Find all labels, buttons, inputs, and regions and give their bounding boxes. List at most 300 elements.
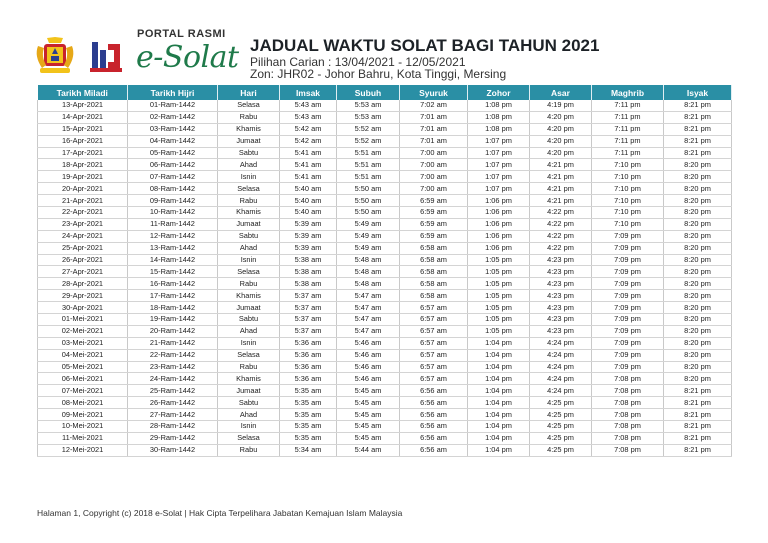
- table-cell: 7:01 am: [400, 123, 468, 135]
- table-cell: 8:20 pm: [664, 230, 732, 242]
- table-cell: 1:04 pm: [468, 444, 530, 456]
- table-row: [38, 254, 732, 266]
- table-cell: 6:56 am: [400, 409, 468, 421]
- table-cell: Ahad: [218, 159, 280, 171]
- table-cell: Isnin: [218, 337, 280, 349]
- column-header: Tarikh Miladi: [38, 85, 128, 100]
- table-cell: 07-Mei-2021: [38, 385, 128, 397]
- table-row: [38, 242, 732, 254]
- table-cell: 30-Ram-1442: [128, 444, 218, 456]
- table-cell: 4:20 pm: [530, 123, 592, 135]
- table-cell: 19-Apr-2021: [38, 171, 128, 183]
- portal-label: PORTAL RASMI: [137, 28, 226, 40]
- table-cell: 14-Apr-2021: [38, 111, 128, 123]
- table-cell: 7:09 pm: [592, 325, 664, 337]
- table-cell: 6:57 am: [400, 349, 468, 361]
- table-cell: 10-Mei-2021: [38, 421, 128, 433]
- table-cell: 6:58 am: [400, 278, 468, 290]
- table-header-row: [38, 85, 732, 100]
- table-cell: 4:23 pm: [530, 314, 592, 326]
- table-cell: 15-Ram-1442: [128, 266, 218, 278]
- table-cell: 4:24 pm: [530, 385, 592, 397]
- table-cell: 14-Ram-1442: [128, 254, 218, 266]
- table-cell: 8:21 pm: [664, 409, 732, 421]
- table-cell: 07-Ram-1442: [128, 171, 218, 183]
- table-cell: 4:23 pm: [530, 302, 592, 314]
- table-cell: 7:08 pm: [592, 444, 664, 456]
- table-cell: 1:07 pm: [468, 183, 530, 195]
- table-cell: 8:21 pm: [664, 100, 732, 111]
- table-cell: 8:21 pm: [664, 147, 732, 159]
- table-cell: 4:23 pm: [530, 290, 592, 302]
- table-cell: 6:57 am: [400, 337, 468, 349]
- table-cell: 5:37 am: [280, 325, 337, 337]
- table-cell: 5:35 am: [280, 421, 337, 433]
- table-cell: 01-Ram-1442: [128, 100, 218, 111]
- table-cell: Jumaat: [218, 302, 280, 314]
- table-cell: 7:10 pm: [592, 159, 664, 171]
- table-cell: 8:20 pm: [664, 361, 732, 373]
- table-cell: 5:35 am: [280, 409, 337, 421]
- table-cell: 7:10 pm: [592, 195, 664, 207]
- table-cell: 4:22 pm: [530, 207, 592, 219]
- table-cell: 28-Apr-2021: [38, 278, 128, 290]
- table-cell: Selasa: [218, 432, 280, 444]
- table-cell: 5:42 am: [280, 123, 337, 135]
- table-row: [38, 444, 732, 456]
- table-cell: 6:59 am: [400, 207, 468, 219]
- table-cell: 8:20 pm: [664, 278, 732, 290]
- table-cell: 4:20 pm: [530, 135, 592, 147]
- coat-of-arms-icon: [30, 36, 80, 78]
- table-cell: 4:24 pm: [530, 361, 592, 373]
- table-cell: 5:53 am: [337, 111, 400, 123]
- table-cell: 1:08 pm: [468, 111, 530, 123]
- table-cell: 6:57 am: [400, 373, 468, 385]
- table-cell: 22-Ram-1442: [128, 349, 218, 361]
- table-cell: 24-Ram-1442: [128, 373, 218, 385]
- table-cell: 7:11 pm: [592, 123, 664, 135]
- table-cell: Ahad: [218, 409, 280, 421]
- table-cell: 1:08 pm: [468, 100, 530, 111]
- table-cell: 6:56 am: [400, 444, 468, 456]
- table-cell: 4:22 pm: [530, 230, 592, 242]
- table-cell: 8:21 pm: [664, 135, 732, 147]
- table-cell: 29-Apr-2021: [38, 290, 128, 302]
- table-cell: 5:52 am: [337, 135, 400, 147]
- page-title: JADUAL WAKTU SOLAT BAGI TAHUN 2021: [250, 36, 600, 55]
- table-cell: 5:46 am: [337, 373, 400, 385]
- table-cell: 6:56 am: [400, 385, 468, 397]
- table-cell: Jumaat: [218, 385, 280, 397]
- table-cell: 8:20 pm: [664, 290, 732, 302]
- table-cell: 5:37 am: [280, 314, 337, 326]
- table-cell: 8:20 pm: [664, 349, 732, 361]
- table-cell: 6:57 am: [400, 302, 468, 314]
- table-cell: 27-Apr-2021: [38, 266, 128, 278]
- table-cell: 5:36 am: [280, 349, 337, 361]
- table-cell: 05-Ram-1442: [128, 147, 218, 159]
- table-cell: 4:24 pm: [530, 373, 592, 385]
- table-cell: 15-Apr-2021: [38, 123, 128, 135]
- table-cell: 8:20 pm: [664, 207, 732, 219]
- table-cell: 5:38 am: [280, 278, 337, 290]
- table-cell: 1:04 pm: [468, 397, 530, 409]
- table-cell: 7:11 pm: [592, 135, 664, 147]
- table-cell: 7:11 pm: [592, 111, 664, 123]
- table-cell: 10-Ram-1442: [128, 207, 218, 219]
- table-row: [38, 314, 732, 326]
- table-cell: 5:44 am: [337, 444, 400, 456]
- column-header: Subuh: [337, 85, 400, 100]
- table-cell: 5:45 am: [337, 432, 400, 444]
- table-cell: 06-Ram-1442: [128, 159, 218, 171]
- table-row: [38, 432, 732, 444]
- table-cell: 7:09 pm: [592, 302, 664, 314]
- table-cell: 04-Ram-1442: [128, 135, 218, 147]
- table-cell: 8:20 pm: [664, 373, 732, 385]
- table-cell: 4:21 pm: [530, 159, 592, 171]
- table-cell: 8:20 pm: [664, 218, 732, 230]
- table-cell: 4:23 pm: [530, 266, 592, 278]
- table-cell: 5:48 am: [337, 266, 400, 278]
- table-cell: 5:47 am: [337, 302, 400, 314]
- table-cell: 7:10 pm: [592, 183, 664, 195]
- table-cell: 1:06 pm: [468, 207, 530, 219]
- table-cell: 20-Apr-2021: [38, 183, 128, 195]
- table-cell: 23-Apr-2021: [38, 218, 128, 230]
- search-range: Pilihan Carian : 13/04/2021 - 12/05/2021: [250, 55, 466, 69]
- table-cell: 8:20 pm: [664, 337, 732, 349]
- table-cell: 4:24 pm: [530, 349, 592, 361]
- table-cell: 4:21 pm: [530, 171, 592, 183]
- table-cell: 21-Ram-1442: [128, 337, 218, 349]
- table-cell: 5:50 am: [337, 183, 400, 195]
- table-cell: 08-Mei-2021: [38, 397, 128, 409]
- table-cell: 1:07 pm: [468, 135, 530, 147]
- table-cell: 8:20 pm: [664, 171, 732, 183]
- table-cell: 6:58 am: [400, 266, 468, 278]
- table-cell: Rabu: [218, 444, 280, 456]
- table-cell: 8:20 pm: [664, 183, 732, 195]
- table-cell: 1:04 pm: [468, 409, 530, 421]
- table-cell: Rabu: [218, 361, 280, 373]
- column-header: Zohor: [468, 85, 530, 100]
- table-cell: 7:09 pm: [592, 230, 664, 242]
- footer-text: Halaman 1, Copyright (c) 2018 e-Solat | Hak Cipta Terpelihara Jabatan Kemajuan Islam Malaysia: [37, 508, 403, 518]
- table-cell: 1:05 pm: [468, 314, 530, 326]
- table-cell: 01-Mei-2021: [38, 314, 128, 326]
- table-row: [38, 337, 732, 349]
- table-cell: 7:09 pm: [592, 266, 664, 278]
- table-cell: 1:05 pm: [468, 302, 530, 314]
- column-header: Syuruk: [400, 85, 468, 100]
- table-row: [38, 230, 732, 242]
- table-cell: 4:25 pm: [530, 432, 592, 444]
- table-cell: 19-Ram-1442: [128, 314, 218, 326]
- table-cell: 5:45 am: [337, 385, 400, 397]
- table-cell: 8:20 pm: [664, 254, 732, 266]
- table-cell: 23-Ram-1442: [128, 361, 218, 373]
- table-cell: 7:09 pm: [592, 278, 664, 290]
- table-row: [38, 218, 732, 230]
- table-cell: 1:05 pm: [468, 278, 530, 290]
- table-cell: 21-Apr-2021: [38, 195, 128, 207]
- table-cell: 17-Ram-1442: [128, 290, 218, 302]
- table-cell: 1:04 pm: [468, 373, 530, 385]
- table-cell: 5:52 am: [337, 123, 400, 135]
- table-cell: 12-Ram-1442: [128, 230, 218, 242]
- table-cell: 5:51 am: [337, 147, 400, 159]
- table-cell: 1:08 pm: [468, 123, 530, 135]
- table-cell: 5:45 am: [337, 409, 400, 421]
- table-cell: 5:43 am: [280, 100, 337, 111]
- table-cell: 4:19 pm: [530, 100, 592, 111]
- table-cell: 7:02 am: [400, 100, 468, 111]
- table-cell: 8:20 pm: [664, 325, 732, 337]
- table-cell: 7:09 pm: [592, 242, 664, 254]
- table-cell: 1:04 pm: [468, 432, 530, 444]
- table-cell: Selasa: [218, 349, 280, 361]
- table-cell: 4:24 pm: [530, 337, 592, 349]
- table-cell: 5:51 am: [337, 171, 400, 183]
- table-cell: 29-Ram-1442: [128, 432, 218, 444]
- table-row: [38, 385, 732, 397]
- table-cell: 1:04 pm: [468, 421, 530, 433]
- table-cell: 5:37 am: [280, 290, 337, 302]
- table-cell: 4:25 pm: [530, 397, 592, 409]
- table-cell: 6:59 am: [400, 195, 468, 207]
- table-cell: 18-Ram-1442: [128, 302, 218, 314]
- table-cell: 6:57 am: [400, 361, 468, 373]
- table-cell: 7:09 pm: [592, 349, 664, 361]
- table-cell: 5:47 am: [337, 325, 400, 337]
- table-cell: Sabtu: [218, 147, 280, 159]
- table-cell: 5:41 am: [280, 147, 337, 159]
- table-cell: 8:20 pm: [664, 195, 732, 207]
- column-header: Tarikh Hijri: [128, 85, 218, 100]
- table-row: [38, 159, 732, 171]
- table-cell: 20-Ram-1442: [128, 325, 218, 337]
- report-header: [0, 0, 768, 84]
- table-cell: 4:21 pm: [530, 183, 592, 195]
- table-cell: 04-Mei-2021: [38, 349, 128, 361]
- table-cell: 4:23 pm: [530, 325, 592, 337]
- table-cell: 8:20 pm: [664, 266, 732, 278]
- table-cell: 5:35 am: [280, 397, 337, 409]
- table-cell: 5:45 am: [337, 421, 400, 433]
- table-cell: 5:36 am: [280, 337, 337, 349]
- table-cell: 5:42 am: [280, 135, 337, 147]
- table-cell: 02-Ram-1442: [128, 111, 218, 123]
- table-cell: 5:49 am: [337, 230, 400, 242]
- table-cell: 5:50 am: [337, 207, 400, 219]
- table-cell: 5:37 am: [280, 302, 337, 314]
- table-cell: 24-Apr-2021: [38, 230, 128, 242]
- table-cell: 4:23 pm: [530, 254, 592, 266]
- table-cell: 7:00 am: [400, 147, 468, 159]
- table-cell: 6:56 am: [400, 421, 468, 433]
- table-cell: 5:46 am: [337, 349, 400, 361]
- table-cell: 03-Mei-2021: [38, 337, 128, 349]
- table-cell: 7:09 pm: [592, 337, 664, 349]
- table-cell: Isnin: [218, 421, 280, 433]
- table-row: [38, 397, 732, 409]
- table-cell: Rabu: [218, 278, 280, 290]
- table-cell: 08-Ram-1442: [128, 183, 218, 195]
- table-cell: 30-Apr-2021: [38, 302, 128, 314]
- table-cell: 5:40 am: [280, 195, 337, 207]
- table-cell: 7:09 pm: [592, 361, 664, 373]
- table-cell: 7:08 pm: [592, 432, 664, 444]
- table-cell: 8:21 pm: [664, 385, 732, 397]
- table-cell: 1:04 pm: [468, 337, 530, 349]
- table-cell: 8:21 pm: [664, 123, 732, 135]
- table-cell: 22-Apr-2021: [38, 207, 128, 219]
- table-row: [38, 266, 732, 278]
- table-cell: 09-Ram-1442: [128, 195, 218, 207]
- table-row: [38, 100, 732, 111]
- table-cell: 4:25 pm: [530, 409, 592, 421]
- esolat-logo-text: e-Solat: [136, 40, 239, 75]
- table-cell: 02-Mei-2021: [38, 325, 128, 337]
- table-cell: 8:21 pm: [664, 111, 732, 123]
- table-cell: Ahad: [218, 242, 280, 254]
- table-cell: 8:20 pm: [664, 314, 732, 326]
- table-cell: 4:22 pm: [530, 218, 592, 230]
- table-cell: 25-Ram-1442: [128, 385, 218, 397]
- table-cell: Selasa: [218, 100, 280, 111]
- table-row: [38, 183, 732, 195]
- prayer-times-table: [37, 85, 732, 457]
- table-cell: 7:08 pm: [592, 397, 664, 409]
- table-cell: Khamis: [218, 207, 280, 219]
- table-cell: 5:51 am: [337, 159, 400, 171]
- table-cell: 06-Mei-2021: [38, 373, 128, 385]
- table-cell: 11-Ram-1442: [128, 218, 218, 230]
- table-cell: 7:09 pm: [592, 314, 664, 326]
- table-cell: 7:09 pm: [592, 290, 664, 302]
- table-cell: 5:50 am: [337, 195, 400, 207]
- column-header: Hari: [218, 85, 280, 100]
- table-row: [38, 290, 732, 302]
- table-row: [38, 349, 732, 361]
- table-cell: 5:39 am: [280, 230, 337, 242]
- table-cell: 5:41 am: [280, 171, 337, 183]
- table-cell: Khamis: [218, 123, 280, 135]
- table-cell: 5:45 am: [337, 397, 400, 409]
- table-cell: 5:36 am: [280, 373, 337, 385]
- table-cell: 1:06 pm: [468, 218, 530, 230]
- table-cell: 5:38 am: [280, 254, 337, 266]
- table-cell: Rabu: [218, 111, 280, 123]
- table-row: [38, 325, 732, 337]
- table-cell: 4:21 pm: [530, 195, 592, 207]
- table-cell: 8:21 pm: [664, 432, 732, 444]
- table-cell: 6:58 am: [400, 290, 468, 302]
- table-cell: 7:08 pm: [592, 409, 664, 421]
- zone-label: Zon: JHR02 - Johor Bahru, Kota Tinggi, Mersing: [250, 67, 507, 81]
- table-cell: 1:05 pm: [468, 325, 530, 337]
- table-cell: Jumaat: [218, 218, 280, 230]
- table-cell: 7:01 am: [400, 111, 468, 123]
- table-cell: 18-Apr-2021: [38, 159, 128, 171]
- table-cell: 7:08 pm: [592, 385, 664, 397]
- table-cell: 5:49 am: [337, 242, 400, 254]
- table-cell: 27-Ram-1442: [128, 409, 218, 421]
- table-cell: 7:00 am: [400, 159, 468, 171]
- table-cell: 1:07 pm: [468, 147, 530, 159]
- table-cell: 5:39 am: [280, 218, 337, 230]
- table-cell: 1:04 pm: [468, 361, 530, 373]
- table-cell: 7:01 am: [400, 135, 468, 147]
- table-cell: 1:05 pm: [468, 254, 530, 266]
- table-cell: Jumaat: [218, 135, 280, 147]
- table-cell: 5:46 am: [337, 337, 400, 349]
- table-cell: 1:06 pm: [468, 242, 530, 254]
- table-row: [38, 302, 732, 314]
- table-cell: Selasa: [218, 266, 280, 278]
- table-cell: 28-Ram-1442: [128, 421, 218, 433]
- table-cell: 5:48 am: [337, 278, 400, 290]
- table-row: [38, 147, 732, 159]
- table-row: [38, 361, 732, 373]
- table-cell: 5:39 am: [280, 242, 337, 254]
- table-cell: 1:05 pm: [468, 290, 530, 302]
- table-cell: 4:25 pm: [530, 421, 592, 433]
- table-cell: 16-Apr-2021: [38, 135, 128, 147]
- table-cell: 7:11 pm: [592, 147, 664, 159]
- table-cell: 1:05 pm: [468, 266, 530, 278]
- table-row: [38, 409, 732, 421]
- table-cell: 4:25 pm: [530, 444, 592, 456]
- table-cell: 7:10 pm: [592, 207, 664, 219]
- table-cell: 25-Apr-2021: [38, 242, 128, 254]
- table-cell: 6:59 am: [400, 218, 468, 230]
- table-row: [38, 207, 732, 219]
- table-cell: Sabtu: [218, 230, 280, 242]
- table-cell: 5:49 am: [337, 218, 400, 230]
- table-cell: 4:22 pm: [530, 242, 592, 254]
- table-cell: 16-Ram-1442: [128, 278, 218, 290]
- table-cell: 12-Mei-2021: [38, 444, 128, 456]
- table-cell: 1:06 pm: [468, 230, 530, 242]
- table-cell: 8:20 pm: [664, 302, 732, 314]
- table-cell: 5:48 am: [337, 254, 400, 266]
- table-cell: 1:06 pm: [468, 195, 530, 207]
- table-cell: 8:20 pm: [664, 242, 732, 254]
- table-cell: 6:56 am: [400, 432, 468, 444]
- table-cell: 6:57 am: [400, 314, 468, 326]
- table-cell: 7:10 pm: [592, 171, 664, 183]
- table-cell: 4:20 pm: [530, 147, 592, 159]
- table-row: [38, 278, 732, 290]
- table-cell: Sabtu: [218, 314, 280, 326]
- column-header: Isyak: [664, 85, 732, 100]
- table-cell: Selasa: [218, 183, 280, 195]
- table-row: [38, 171, 732, 183]
- column-header: Imsak: [280, 85, 337, 100]
- table-cell: 17-Apr-2021: [38, 147, 128, 159]
- table-cell: Isnin: [218, 254, 280, 266]
- table-cell: 5:41 am: [280, 159, 337, 171]
- table-cell: 5:35 am: [280, 432, 337, 444]
- table-cell: Rabu: [218, 195, 280, 207]
- table-cell: 6:58 am: [400, 242, 468, 254]
- table-cell: Isnin: [218, 171, 280, 183]
- table-cell: 11-Mei-2021: [38, 432, 128, 444]
- table-cell: 6:58 am: [400, 254, 468, 266]
